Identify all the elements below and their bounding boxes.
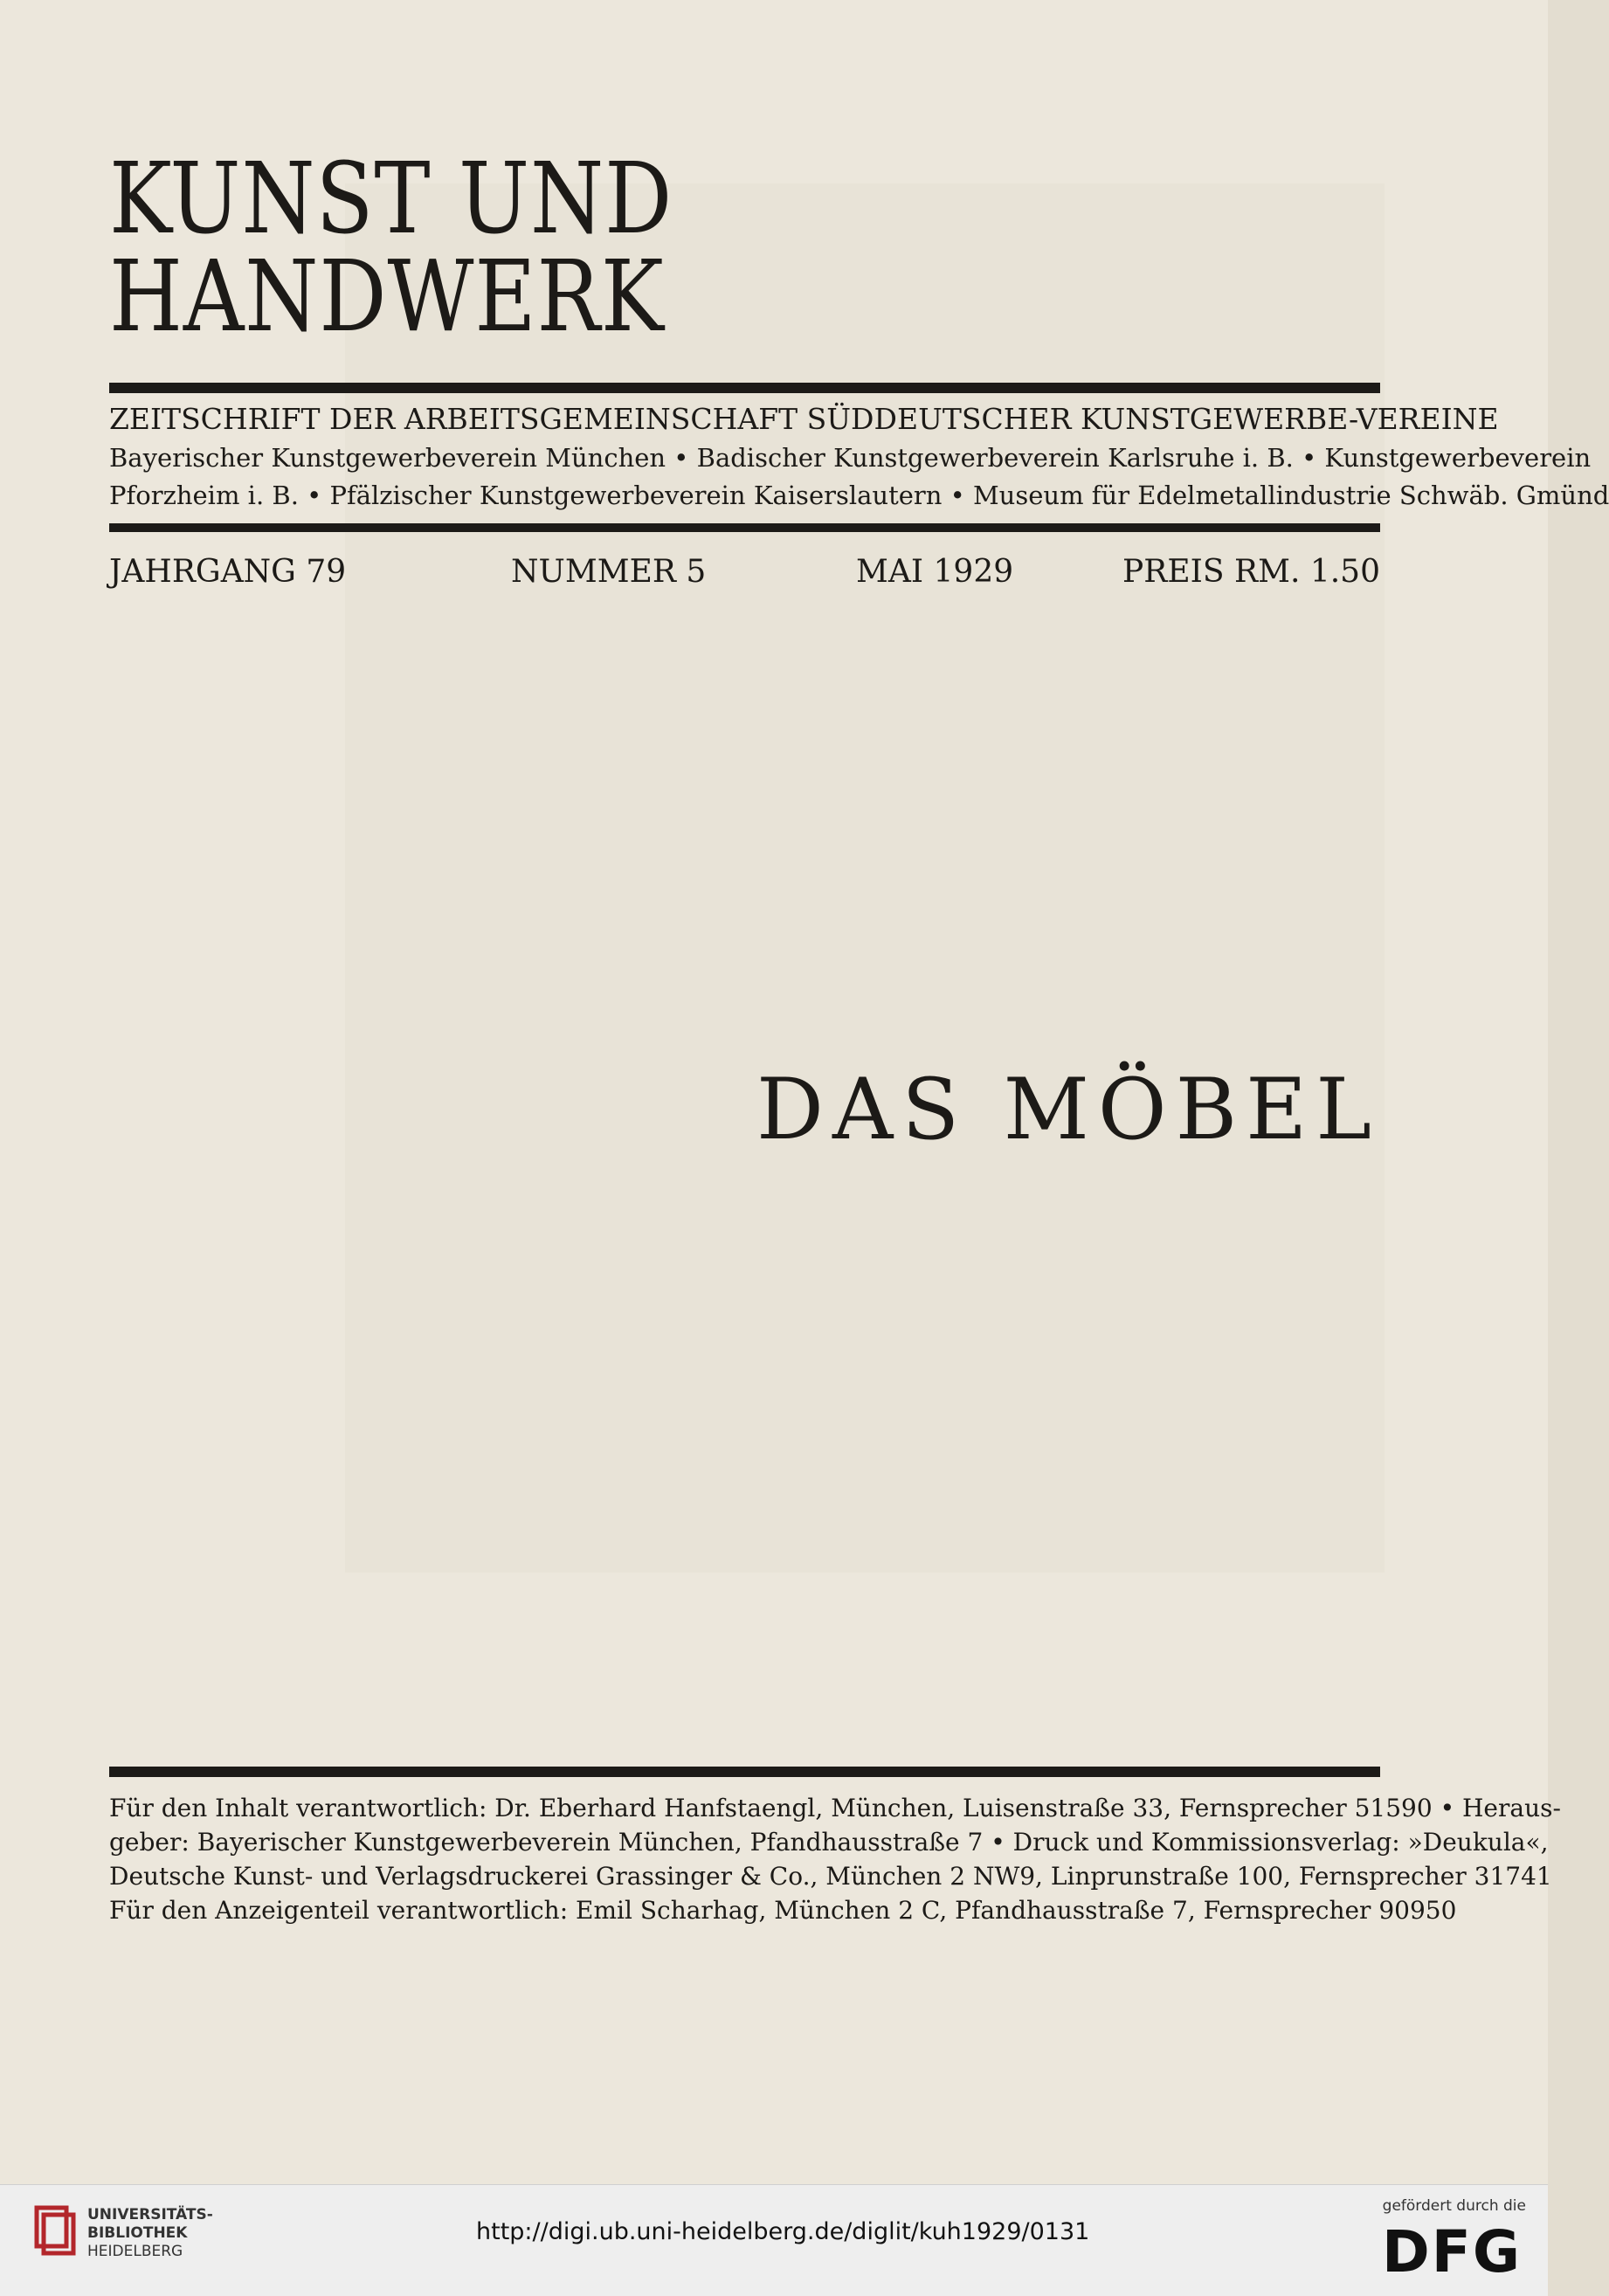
issue-volume: JAHRGANG 79 (109, 554, 347, 590)
university-library-name (87, 2206, 213, 2261)
issue-number: NUMMER 5 (511, 554, 707, 590)
imprint-line-1: Für den Inhalt verantwortlich: Dr. Eberhard Hanfstaengl, München, Luisenstraße 33, Fernsprecher 51590 • Heraus- (109, 1794, 1561, 1822)
issue-date: MAI 1929 (856, 554, 1014, 590)
permalink-url[interactable]: http://digi.ub.uni-heidelberg.de/diglit/kuh1929/0131 (476, 2218, 1090, 2245)
funded-by-label: gefördert durch die (1382, 2197, 1526, 2215)
imprint-line-2: geber: Bayerischer Kunstgewerbeverein München, Pfandhausstraße 7 • Druck und Kommissionsverlag: »Deukula«, (109, 1828, 1549, 1857)
library-name-line-3: HEIDELBERG (87, 2243, 183, 2260)
masthead-subtitle: ZEITSCHRIFT DER ARBEITSGEMEINSCHAFT SÜDDEUTSCHER KUNSTGEWERBE-VEREINE (109, 402, 1499, 436)
member-associations-line-1: Bayerischer Kunstgewerbeverein München • Badischer Kunstgewerbeverein Karlsruhe i. B. • Kunstgewerbeverein (109, 443, 1592, 473)
issue-price: PREIS RM. 1.50 (1122, 554, 1380, 590)
imprint-line-3: Deutsche Kunst- und Verlagsdruckerei Grassinger & Co., München 2 NW9, Linprunstraße 100, Fernsprecher 31741 (109, 1862, 1552, 1891)
masthead-rule-bottom (109, 523, 1380, 532)
imprint-line-4: Für den Anzeigenteil verantwortlich: Emil Scharhag, München 2 C, Pfandhausstraße 7, Fernsprecher 90950 (109, 1896, 1457, 1925)
issue-topic-title: DAS MÖBEL (756, 1061, 1380, 1158)
library-name-line-1: UNIVERSITÄTS- (87, 2206, 213, 2223)
masthead-title (109, 142, 673, 354)
dfg-logo: DFG (1381, 2218, 1522, 2286)
imprint-block (109, 1791, 1561, 1927)
imprint-rule (109, 1767, 1380, 1777)
masthead-title-line-1: KUNST UND (109, 142, 673, 256)
masthead-rule-top (109, 383, 1380, 393)
masthead-title-line-2: HANDWERK (109, 240, 665, 354)
member-associations-line-2: Pforzheim i. B. • Pfälzischer Kunstgewerbeverein Kaiserslautern • Museum für Edelmetallindustrie Schwäb. Gmünd (109, 481, 1609, 510)
university-library-logo-icon (33, 2204, 75, 2258)
viewer-footer (0, 2184, 1548, 2296)
issue-info-row (109, 550, 1380, 594)
library-name-line-2: BIBLIOTHEK (87, 2224, 188, 2242)
